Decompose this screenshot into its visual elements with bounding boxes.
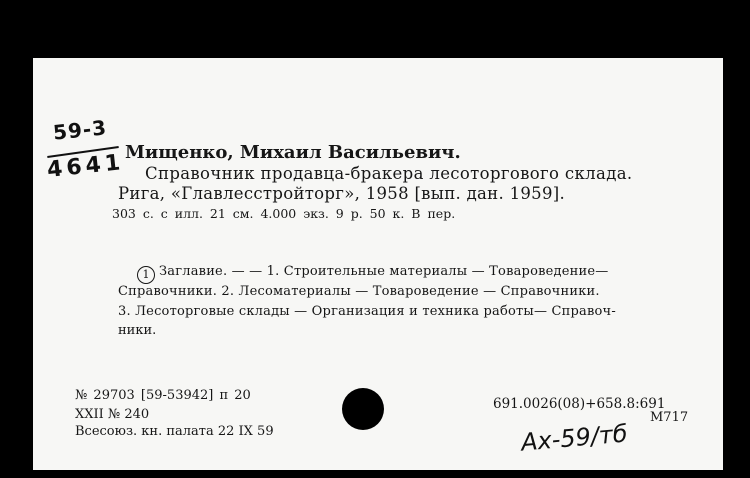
tracing-line-4: ники. [118,323,157,338]
title-line-1: Справочник продавца-бракера лесоторгового склада. [145,164,633,183]
classification-number: 691.0026(08)+658.8:691 [493,396,666,412]
author-mark: М717 [650,410,689,425]
collation-line: 303 с. с илл. 21 см. 4.000 экз. 9 р. 50 к. В пер. [112,206,456,221]
registration-line-2: XXII № 240 [75,407,150,422]
tracing-number [137,266,155,284]
registration-line-3: Всесоюз. кн. палата 22 IX 59 [75,424,274,439]
handwritten-note: Ах-59/тб [519,419,629,457]
catalog-card [33,58,723,470]
punch-hole [342,388,384,430]
tracing-line-1: Заглавие. — — 1. Строительные материалы — Товароведение— [159,264,609,279]
author-heading: Мищенко, Михаил Васильевич. [125,142,461,163]
tracing-number-text: 1 [142,268,150,281]
tracing-line-2: Справочники. 2. Лесоматериалы — Товароведение — Справочники. [118,284,600,299]
title-line-2: Рига, «Главлесстройторг», 1958 [вып. дан. 1959]. [118,184,566,203]
registration-line-1: № 29703 [59-53942] п 20 [75,388,251,403]
call-number-top: 59-3 [51,115,109,145]
tracing-line-3: 3. Лесоторговые склады — Организация и техника работы— Справоч- [118,304,616,319]
call-number-bottom: 4641 [45,150,126,183]
